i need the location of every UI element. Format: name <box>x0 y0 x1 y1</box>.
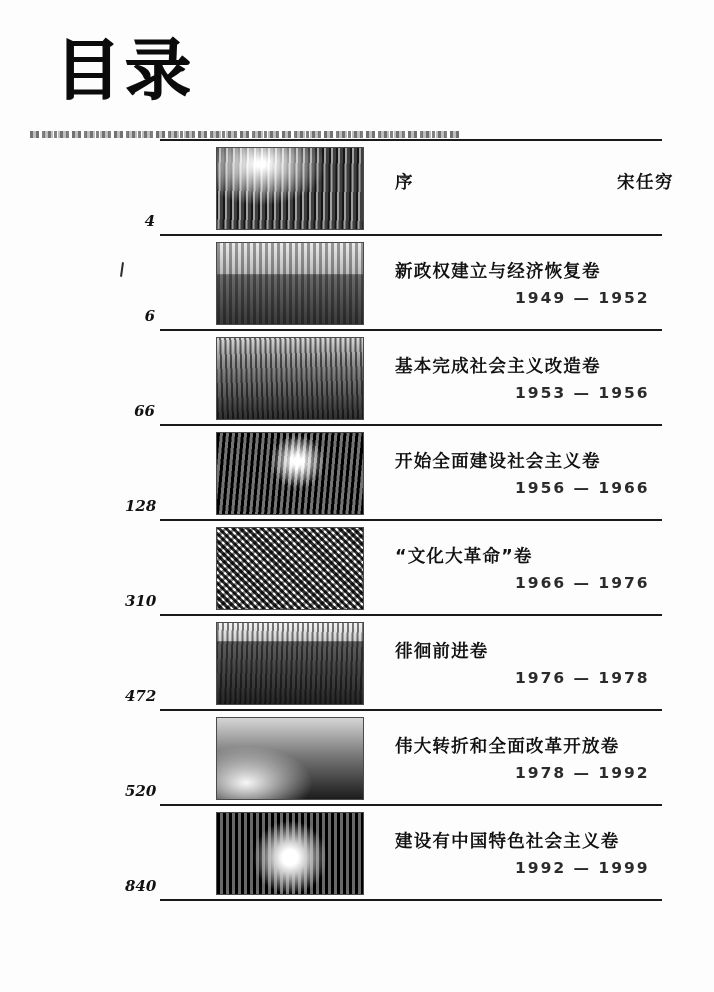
toc-entry-author: 宋任穷 <box>617 173 674 193</box>
toc-entry-years: 1976 — 1978 <box>515 669 650 687</box>
toc-page-number: 520 <box>125 782 157 800</box>
toc-page-number: 4 <box>144 212 155 230</box>
toc-thumbnail <box>216 432 364 515</box>
toc-page-number: 840 <box>125 877 157 895</box>
page-title-block <box>55 32 355 112</box>
toc-entry[interactable] <box>125 711 662 806</box>
toc-entry-title: 基本完成社会主义改造卷 <box>395 357 601 377</box>
toc-entry-years: 1953 — 1956 <box>515 384 650 402</box>
toc-thumbnail <box>216 147 364 230</box>
toc-entry-years: 1992 — 1999 <box>515 859 650 877</box>
toc-page-number: 310 <box>125 592 157 610</box>
toc-entry-years: 1966 — 1976 <box>515 574 650 592</box>
toc-page-number: 472 <box>125 687 157 705</box>
toc-thumbnail <box>216 717 364 800</box>
toc-entry-title: 开始全面建设社会主义卷 <box>395 452 601 472</box>
toc-entry[interactable] <box>125 806 662 901</box>
toc-thumbnail <box>216 337 364 420</box>
table-of-contents <box>0 139 714 901</box>
toc-entry-title: 伟大转折和全面改革开放卷 <box>395 737 620 757</box>
toc-page-number: 6 <box>144 307 155 325</box>
toc-entry-title: 建设有中国特色社会主义卷 <box>395 832 620 852</box>
toc-entry-years: 1956 — 1966 <box>515 479 650 497</box>
toc-entry-years: 1949 — 1952 <box>515 289 650 307</box>
toc-entry[interactable] <box>144 236 662 331</box>
toc-thumbnail <box>216 812 364 895</box>
toc-page-number: 128 <box>125 497 157 515</box>
toc-thumbnail <box>216 527 364 610</box>
toc-entry-title: 新政权建立与经济恢复卷 <box>395 262 601 282</box>
toc-entry-title: “文化大革命”卷 <box>395 547 533 567</box>
toc-entry-years: 1978 — 1992 <box>515 764 650 782</box>
toc-page-number: 66 <box>134 402 155 420</box>
page-title: 目录 <box>55 32 195 109</box>
toc-entry[interactable] <box>125 616 662 711</box>
toc-entry[interactable] <box>125 426 662 521</box>
toc-entry-title: 序 <box>395 173 414 193</box>
decorative-rule <box>30 131 460 138</box>
toc-entry[interactable] <box>144 139 674 236</box>
toc-thumbnail <box>216 622 364 705</box>
toc-entry[interactable] <box>125 521 662 616</box>
toc-thumbnail <box>216 242 364 325</box>
toc-entry-title: 徘徊前进卷 <box>395 642 489 662</box>
toc-entry[interactable] <box>134 331 662 426</box>
